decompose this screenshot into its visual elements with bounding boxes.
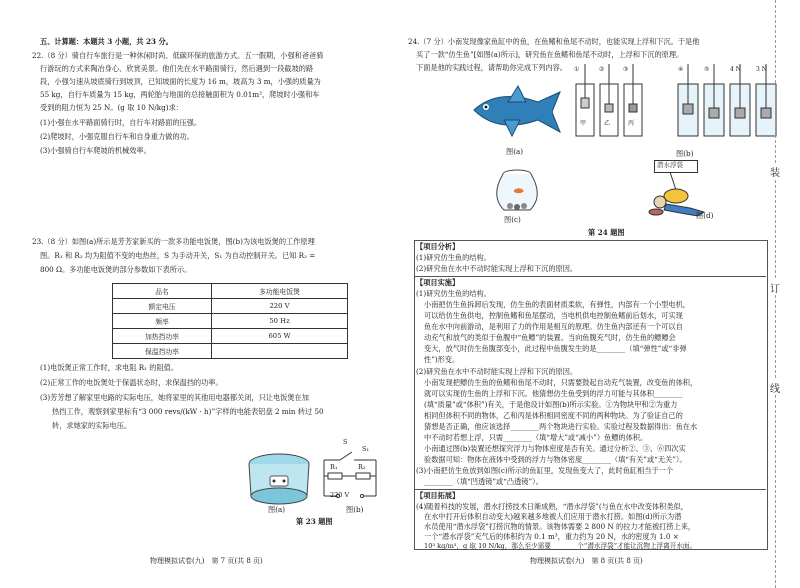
q22-line: 段，小强匀速从坡底骑行到坡顶，已知坡面的长度为 16 m，坡高为 3 m，小强的质量为 <box>40 77 321 86</box>
table-cell: 频率 <box>113 314 212 329</box>
force-reading: 4 N <box>730 66 741 73</box>
figure-caption: 第 24 题图 <box>588 228 625 237</box>
extension-text: 一个“潜水浮袋”充气后的体积约为 0.1 m³，重力约为 20 N，水的密度为 1.0 × <box>424 532 679 541</box>
q23-subquestion: 转，求她家的实际电压。 <box>52 421 132 430</box>
implementation-text: 验数据可知：物体在液体中受到的浮力与物体密度________（填“有关”或“无关”）。 <box>424 455 687 464</box>
implementation-text: 就可以实现仿生鱼的上浮和下沉。他猜想仿生鱼受到的浮力可能与其体积________ <box>424 389 683 398</box>
extension-text: 水员使用“潜水浮袋”打捞沉物的情景。该物体需要 2 800 N 的拉力才能被打捞上来， <box>424 522 696 531</box>
switch-s1-label: S₁ <box>362 445 370 453</box>
implementation-text: 鱼在水中向前游动，是利用了力的作用是相互的原理。仿生鱼内部还有一个可以自 <box>424 322 683 331</box>
resistor-r2-label: R₂ <box>358 463 366 471</box>
table-row <box>113 344 348 359</box>
table-cell: 加热挡功率 <box>113 329 212 344</box>
figure-b-label: 图(b) <box>676 149 694 158</box>
project-implementation-title: 【项目实施】 <box>416 278 460 287</box>
buoyancy-experiment-apparatus <box>570 64 800 146</box>
implementation-text: 小南把仿生鱼拆卸后发现，仿生鱼的表面材质柔软，有弹性，内部有一个小型电机， <box>424 300 690 309</box>
implementation-text: 中不动时若想上浮，只需________（填“增大”或“减小”）鱼鳔的体积。 <box>424 433 648 442</box>
implementation-text: 性”)形变。 <box>424 355 460 364</box>
binding-margin-label: 订 <box>770 280 780 295</box>
binding-margin-label: 线 <box>770 380 780 395</box>
implementation-text: (3)小南把仿生鱼放到如图(c)所示的鱼缸里，发现鱼变大了，此时鱼缸相当于一个 <box>416 466 674 475</box>
q23-subquestion: (2)正常工作的电饭煲处于保温状态时，求保温挡的功率。 <box>40 378 223 387</box>
binding-margin-label: 装 <box>770 164 780 179</box>
q24-line: 下面是他的实践过程，请帮助你完成下列内容。 <box>416 63 567 72</box>
rice-cooker-spec-table <box>112 283 348 359</box>
project-analysis-title: 【项目分析】 <box>416 242 460 251</box>
implementation-text: 猜想是否正确，他应该选择________两个物块进行实验。实验过程及数据得出：鱼在水 <box>424 422 698 431</box>
q22-line: 22.（8 分）骑自行车旅行是一种休闲时尚、低碳环保的旅游方式。五一假期，小强和爸爸骑 <box>32 51 324 60</box>
block-label: 乙 <box>604 120 611 127</box>
bionic-fish-image <box>468 80 564 144</box>
float-bag-label: 潜水浮袋 <box>657 161 683 169</box>
q22-line: 行游玩的方式来陶冶身心、欣赏美景。他们先在水平路面骑行，然后遇到一段截坡的路 <box>40 64 314 73</box>
divider <box>415 276 766 277</box>
implementation-text: 可以给仿生鱼供电，控制鱼鳍和鱼尾摆动，当电机供电控制鱼鳍前后划水，可实现 <box>424 311 683 320</box>
voltage-label: 220 V <box>330 491 350 499</box>
table-cell: 50 Hz <box>212 314 348 329</box>
fishbowl-image <box>492 166 542 216</box>
implementation-text: 相同但体积不同的物体，乙和丙是体积相同密度不同的两种物块。为了验证自己的 <box>424 411 683 420</box>
q23-subquestion: 热挡工作，观察到家里标有“3 000 revs/(kW · h)”字样的电能表铝盘 2 min 转过 50 <box>52 407 324 416</box>
figure-a-label: 图(a) <box>506 147 524 156</box>
q22-subquestion: (3)小强骑自行车爬坡的机械效率。 <box>40 146 151 155</box>
figure-b-label: 图(b) <box>346 505 364 514</box>
table-cell: 保温挡功率 <box>113 344 212 359</box>
table-row <box>113 314 348 329</box>
q23-line: 图。R₁ 和 R₂ 均为阻值不变的电热丝，S 为手动开关，S₁ 为自动控制开关。已知 R₂ = <box>40 251 316 260</box>
cylinder-label: ① <box>574 66 580 73</box>
right-page <box>400 0 795 588</box>
extension-text: 在水中打开后体积自动变大)越来越多地被人们应用于潜水打捞。如图(d)所示为潜 <box>424 512 682 521</box>
table-cell: 额定电压 <box>113 299 212 314</box>
circuit-diagram <box>318 440 382 506</box>
table-header-cell: 品名 <box>113 284 212 299</box>
cylinder-label: ② <box>599 66 605 73</box>
switch-s-label: S <box>343 438 348 446</box>
q24-line: 24.（7 分）小南发现像家鱼缸中的鱼，在鱼鳍和鱼尾不动时，也能实现上浮和下沉。于是他 <box>408 37 700 46</box>
resistor-r1-label: R₁ <box>330 463 338 471</box>
block-label: 丙 <box>628 120 635 127</box>
q24-line: 买了一款“仿生鱼”[如图(a)所示]，研究鱼在鱼鳍和鱼尾不动时，上浮和下沉的原理。 <box>416 50 684 59</box>
implementation-text: 小南发现把鳔仿生鱼的鱼鳍和鱼尾不动时，只需要鼓起自动充气装置，改变鱼的体积， <box>424 378 698 387</box>
table-cell <box>212 344 348 359</box>
table-header-cell: 多功能电饭煲 <box>212 284 348 299</box>
page-footer: 物理模拟试卷(九) 第 8 页(共 8 页) <box>530 557 643 565</box>
implementation-text: ________（填“凹透镜”或“凸透镜”）。 <box>424 477 543 486</box>
extension-text: 10³ kg/m³，g 取 10 N/kg，那么至少需要________个“潜水浮袋”才能让沉物上浮离开水面。 <box>424 542 697 550</box>
analysis-item: (2)研究鱼在水中不动时能实现上浮和下沉的原因。 <box>416 264 578 273</box>
q23-subquestion: (3)芳芳想了解家里电路的实际电压，她将家里的其他用电器都关闭，只让电饭煲在加 <box>40 393 309 402</box>
figure-c-label: 图(c) <box>504 215 521 224</box>
q22-line: 受到的阻力恒为 25 N。(g 取 10 N/kg)求： <box>40 103 183 112</box>
force-reading: 3 N <box>756 66 767 73</box>
block-label: 甲 <box>580 120 587 127</box>
implementation-text: 变大，放气时仿生鱼腹部变小，此过程中鱼腹发生的是________（填“弹性”或“非弹 <box>424 344 687 353</box>
table-row <box>113 299 348 314</box>
q22-subquestion: (1)小强在水平路面骑行时，自行车对路面的压强。 <box>40 118 202 127</box>
implementation-text: (填“质量”或“体积”)有关，于是他设计如图(b)所示实验。①为物块甲和②为重力 <box>424 400 678 409</box>
divider <box>415 489 766 490</box>
implementation-text: 小南通过图(b)装置还想探究浮力与物体密度是否有关。通过分析②、③、⑥四次实 <box>424 444 686 453</box>
table-header-row <box>113 284 348 299</box>
implementation-step-title: (1)研究仿生鱼的结构。 <box>416 289 491 298</box>
q23-subquestion: (1)电饭煲正常工作时，求电阻 R₁ 的阻值。 <box>40 363 179 372</box>
figure-a-label: 图(a) <box>268 505 286 514</box>
cylinder-label: ⑤ <box>704 66 710 73</box>
section-five-heading: 五、计算题：本题共 3 小题，共 23 分。 <box>40 37 173 46</box>
figure-caption: 第 23 题图 <box>296 517 333 526</box>
table-row <box>113 329 348 344</box>
rice-cooker-image <box>246 450 312 512</box>
table-cell: 605 W <box>212 329 348 344</box>
left-page <box>0 0 395 588</box>
q22-subquestion: (2)爬坡时，小强克服自行车和自身重力做的功。 <box>40 132 194 141</box>
extension-text: (4)随着科技的发展，潜水打捞技术日渐成熟，“潜水浮袋”(与鱼在水中改变体积类似， <box>416 502 688 511</box>
table-cell: 220 V <box>212 299 348 314</box>
cylinder-label: ④ <box>678 66 684 73</box>
page-footer: 物理模拟试卷(九) 第 7 页(共 8 页) <box>150 557 263 565</box>
q23-line: 800 Ω。多功能电饭煲的部分参数如下表所示。 <box>40 265 192 274</box>
q23-line: 23.（8 分）如图(a)所示是芳芳家新买的一款多功能电饭煲，图(b)为该电饭煲的工作原理 <box>32 237 315 246</box>
cylinder-label: ③ <box>623 66 629 73</box>
project-extension-title: 【项目拓展】 <box>416 491 460 500</box>
implementation-text: 动充气和放气的类似于鱼腹中“鱼鳔”的装置。当向鱼腹充气时，仿生鱼的鳔鳔会 <box>424 333 676 342</box>
figure-d-label: 图(d) <box>696 211 714 220</box>
q22-line: 55 kg，自行车质量为 15 kg，两轮胎与地面的总接触面积为 0.01m²，爬坡时小强和车 <box>40 90 320 99</box>
implementation-step-title: (2)研究鱼在水中不动时能实现上浮和下沉的原因。 <box>416 367 578 376</box>
analysis-item: (1)研究仿生鱼的结构。 <box>416 253 491 262</box>
